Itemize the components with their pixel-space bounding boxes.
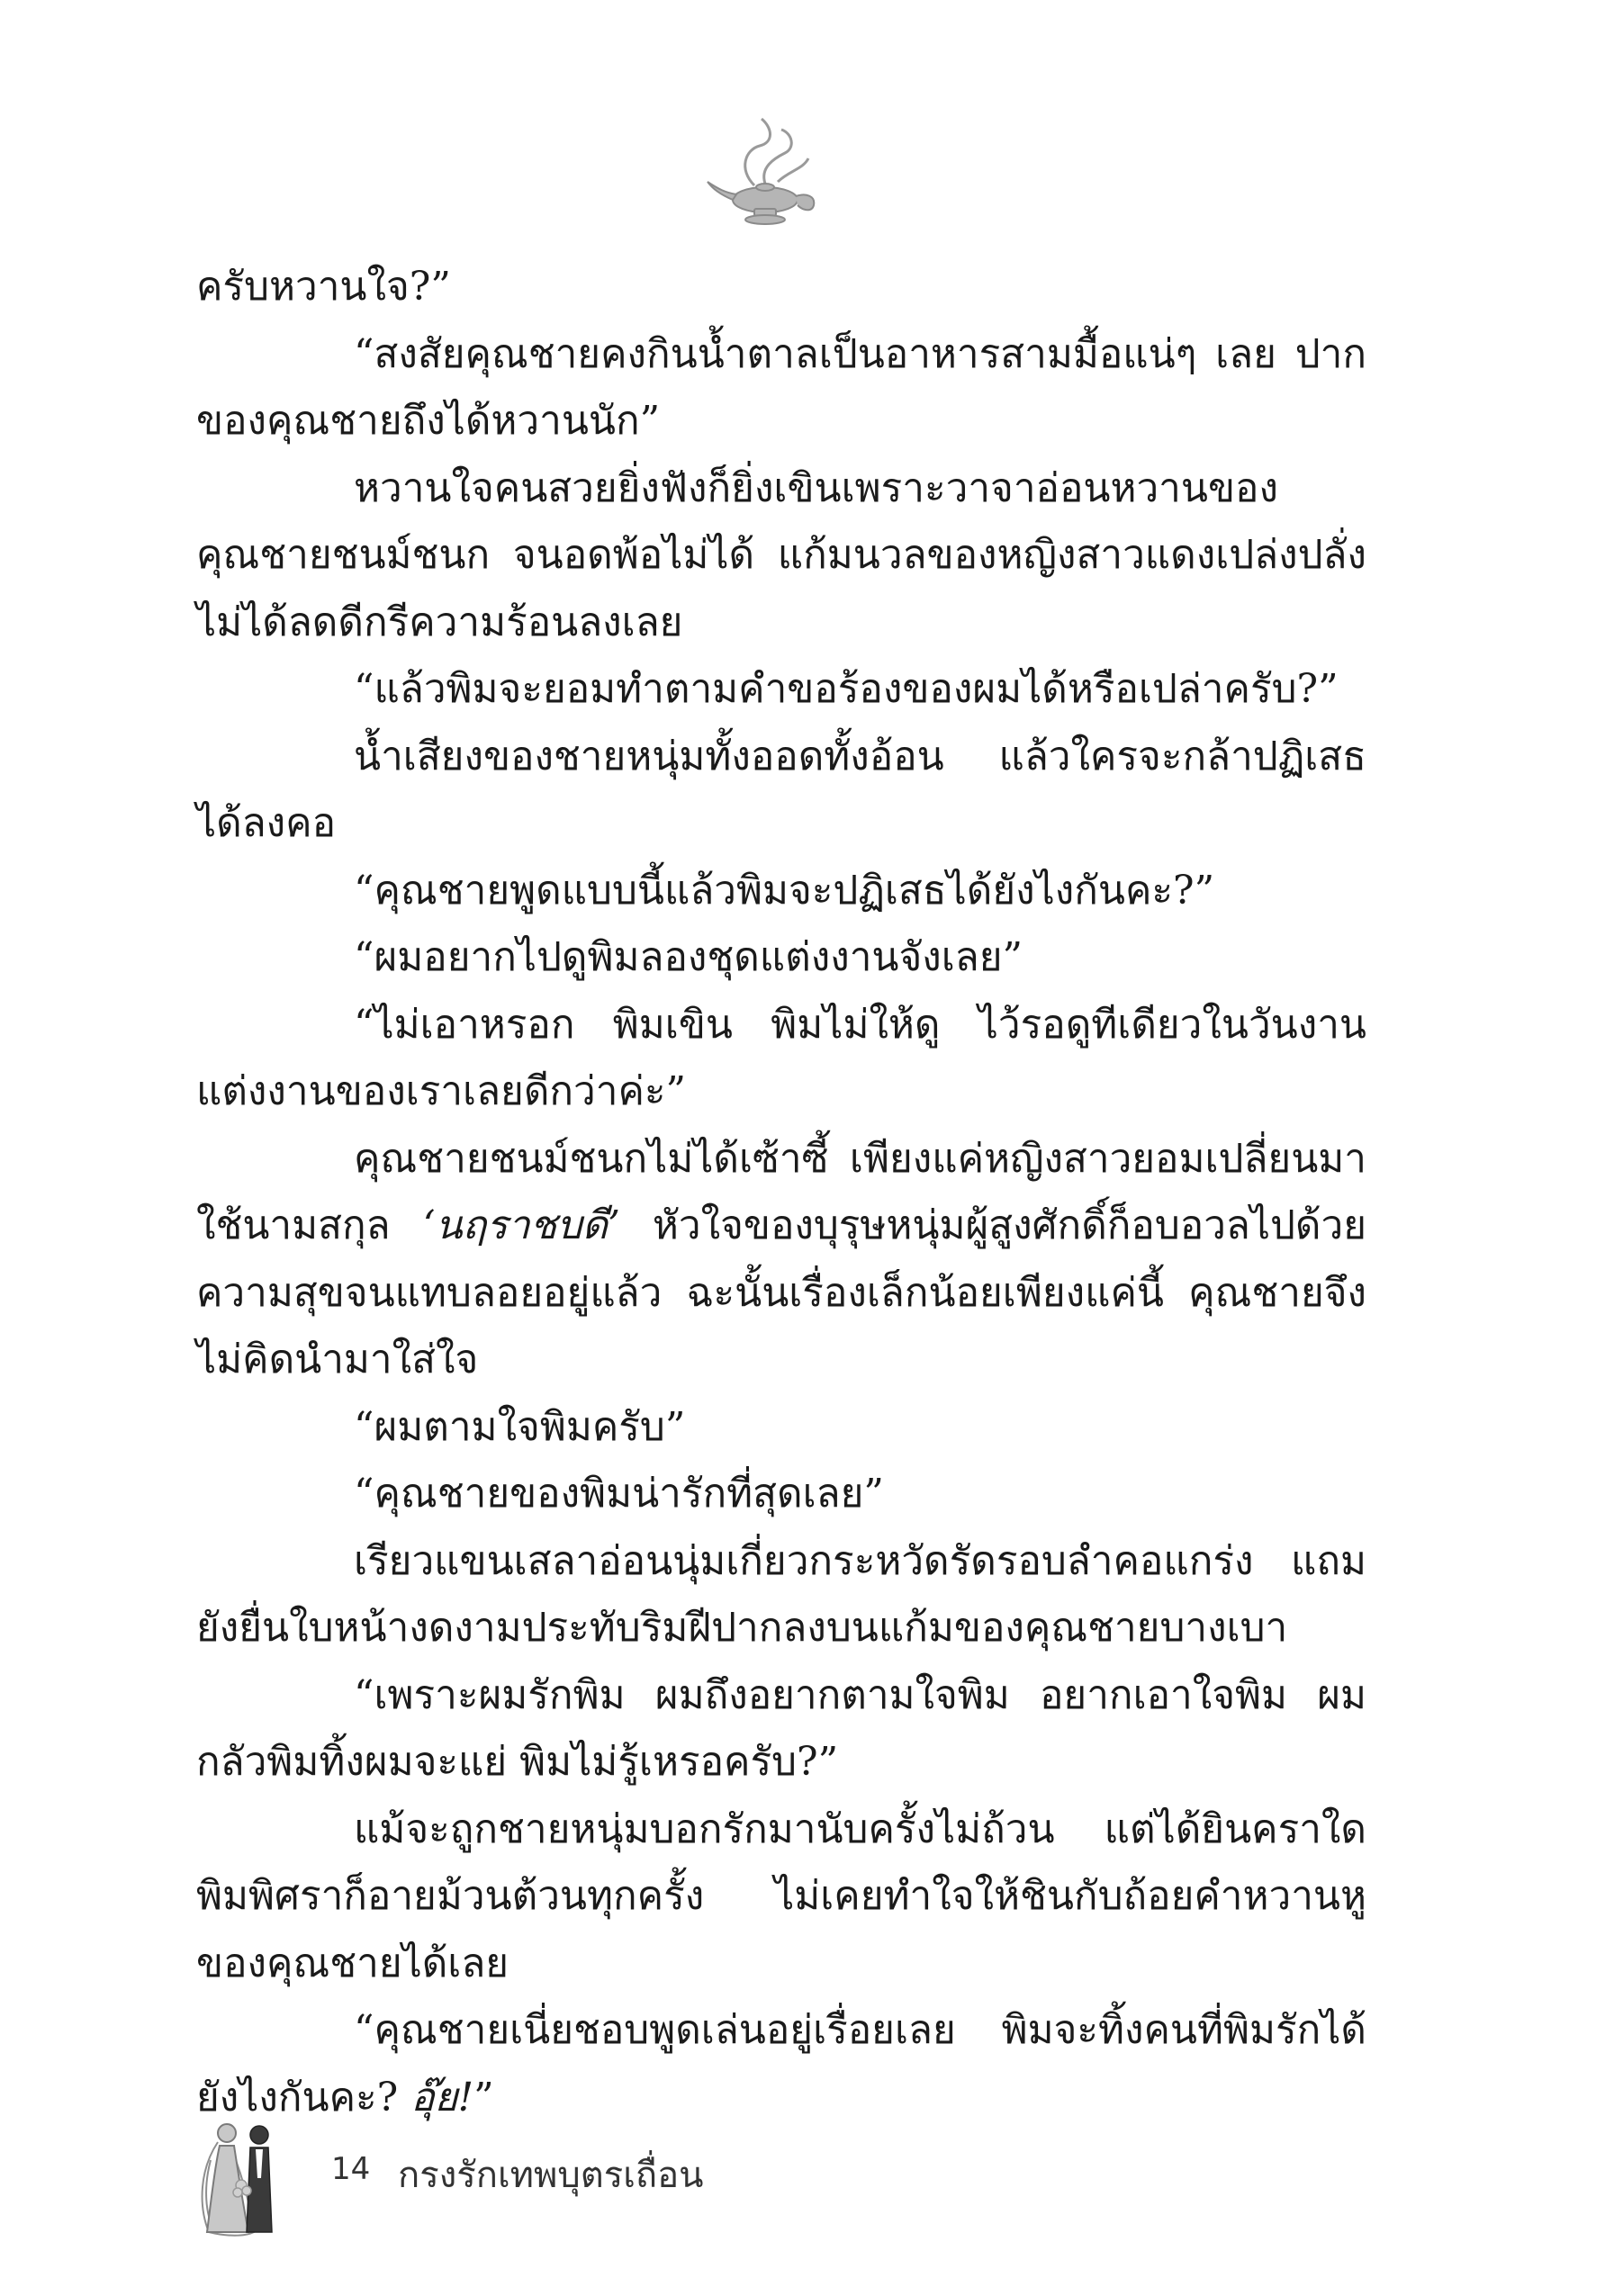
- bride-groom-icon: [191, 2106, 299, 2241]
- paragraph: [196, 254, 1366, 321]
- paragraph-text: ครับหวานใจ?”: [196, 264, 451, 310]
- paragraph-text: “แล้วพิมจะยอมทำตามคำขอร้องของผมได้หรือเปล่าครับ?”: [354, 666, 1339, 712]
- paragraph: [196, 1662, 1366, 1796]
- paragraph-text: “คุณชายเนี่ยชอบพูดเล่นอยู่เรื่อยเลย พิมจะทิ้งคนที่พิมรักได้ยังไงกันคะ?: [196, 2007, 1366, 2120]
- paragraph-text: ”: [473, 2074, 494, 2120]
- emphasized-text: ‘นฤราชบดี’: [422, 1202, 620, 1248]
- page-footer: [191, 2106, 1001, 2241]
- body-text: [196, 254, 1366, 2131]
- paragraph: [196, 1796, 1366, 1998]
- paragraph-text: หวานใจคนสวยยิ่งฟังก็ยิ่งเขินเพราะวาจาอ่อนหวานของคุณชายชนม์ชนก จนอดพ้อไม่ได้ แก้มนวลของหญิงสาวแดงเปล่งปลั่ง ไม่ได้ลดดีกรีความร้อนลงเลย: [196, 464, 1366, 645]
- paragraph: [196, 858, 1366, 925]
- paragraph: [196, 455, 1366, 657]
- paragraph: [196, 1394, 1366, 1462]
- paragraph-text: คุณชายชนม์ชนกไม่ได้เซ้าซี้ เพียงแค่หญิงสาวยอมเปลี่ยนมาใช้นามสกุล: [196, 1135, 1366, 1248]
- paragraph-text: “คุณชายของพิมน่ารักที่สุดเลย”: [354, 1471, 884, 1517]
- paragraph-text: “สงสัยคุณชายคงกินน้ำตาลเป็นอาหารสามมื้อแน่ๆ เลย ปากของคุณชายถึงได้หวานนัก”: [196, 330, 1366, 444]
- genie-lamp-icon: [702, 106, 828, 232]
- paragraph-text: “ผมตามใจพิมครับ”: [354, 1403, 686, 1450]
- paragraph-text: “เพราะผมรักพิม ผมถึงอยากตามใจพิม อยากเอาใจพิม ผมกลัวพิมทิ้งผมจะแย่ พิมไม่รู้เหรอครับ?”: [196, 1671, 1366, 1785]
- paragraph: [196, 724, 1366, 858]
- book-title: กรงรักเทพบุตรเถื่อน: [398, 2155, 704, 2196]
- paragraph: [196, 1126, 1366, 1394]
- paragraph: [196, 1461, 1366, 1528]
- paragraph: [196, 656, 1366, 724]
- paragraph-text: “คุณชายพูดแบบนี้แล้วพิมจะปฏิเสธได้ยังไงกันคะ?”: [354, 867, 1215, 914]
- emphasized-text: อุ๊ย!: [410, 2074, 474, 2120]
- paragraph-text: แม้จะถูกชายหนุ่มบอกรักมานับครั้งไม่ถ้วน แต่ได้ยินคราใดพิมพิศราก็อายม้วนต้วนทุกครั้ง ไม่เคยทำใจให้ชินกับถ้อยคำหวานหูของคุณชายได้เลย: [196, 1805, 1366, 1986]
- paragraph-text: เรียวแขนเสลาอ่อนนุ่มเกี่ยวกระหวัดรัดรอบลำคอแกร่ง แถมยังยื่นใบหน้างดงามประทับริมฝีปากลงบนแก้มของคุณชายบางเบา: [196, 1537, 1366, 1651]
- paragraph: [196, 321, 1366, 455]
- paragraph-text: “ผมอยากไปดูพิมลองชุดแต่งงานจังเลย”: [354, 934, 1023, 980]
- paragraph-text: หัวใจของบุรุษหนุ่มผู้สูงศักดิ์ก็อบอวลไปด้วยความสุขจนแทบลอยอยู่แล้ว ฉะนั้นเรื่องเล็กน้อยเพียงแค่นี้ คุณชายจึงไม่คิดนำมาใส่ใจ: [196, 1202, 1366, 1382]
- paragraph-text: “ไม่เอาหรอก พิมเขิน พิมไม่ให้ดู ไว้รอดูทีเดียวในวันงานแต่งงานของเราเลยดีกว่าค่ะ”: [196, 1001, 1366, 1114]
- paragraph: [196, 1528, 1366, 1662]
- page-number: 14: [331, 2151, 371, 2187]
- paragraph: [196, 992, 1366, 1126]
- paragraph: [196, 924, 1366, 992]
- paragraph-text: น้ำเสียงของชายหนุ่มทั้งออดทั้งอ้อน แล้วใครจะกล้าปฏิเสธได้ลงคอ: [196, 733, 1366, 846]
